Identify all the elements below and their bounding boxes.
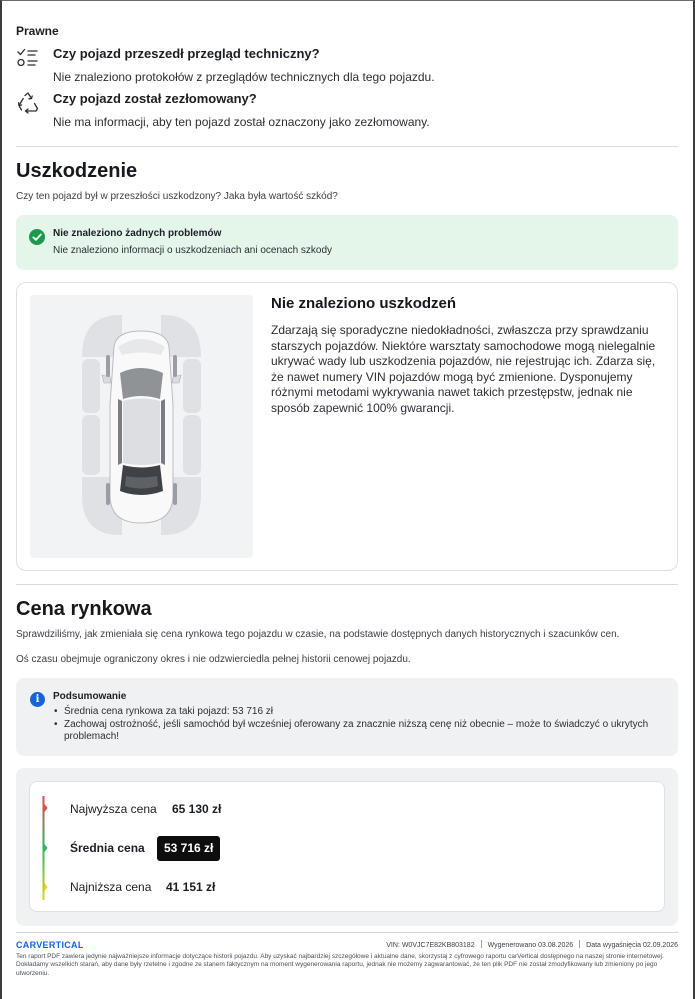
market-price-subtitle: Sprawdziliśmy, jak zmieniała się cena rynkowa tego pojazdu w czasie, na podstawie dostępnych danych historycznych i szacunków cen. (16, 629, 620, 640)
average-price-value: 53 716 zł (157, 836, 220, 861)
car-top-view-image (30, 295, 253, 558)
price-range-panel (16, 768, 678, 926)
inspection-question-title: Czy pojazd przeszedł przegląd techniczny? (53, 46, 320, 61)
damage-card-text: Zdarzają się sporadyczne niedokładności, zwłaszcza przy sprawdzaniu starszych pojazdów. Niektóre warsztaty samochodowe mogą nielegalnie ukrywać wady lub uszkodzenia pojazdów, nie rejestrując ich. Zdarza się, że nawet numery VIN pojazdów mogą być zmienione. Dysponujemy różnymi metodami wykrywania nawet takich przestępstw, jednak nie sposób zapewnić 100% gwarancji. (271, 323, 656, 415)
scrapped-question-answer: Nie ma informacji, aby ten pojazd został oznaczony jako zezłomowany. (53, 115, 430, 129)
highest-price-value: 65 130 zł (172, 802, 222, 816)
average-marker (45, 844, 48, 852)
footer-meta (386, 940, 678, 949)
lowest-price-label: Najniższa cena (70, 880, 152, 894)
damage-status-text: Nie znaleziono informacji o uszkodzeniach ani ocenach szkody (53, 245, 333, 256)
highest-marker (45, 804, 48, 812)
damage-card (16, 282, 678, 571)
summary-item: • Średnia cena rynkowa za taki pojazd: 53 716 zł (53, 706, 663, 719)
section-divider (16, 146, 678, 147)
summary-box (16, 678, 678, 756)
legal-section-label: Prawne (16, 24, 59, 38)
carvertical-logo (16, 940, 84, 950)
damage-card-title: Nie znaleziono uszkodzeń (271, 295, 457, 312)
logo-part: VERTICAL (36, 940, 84, 950)
market-price-heading: Cena rynkowa (16, 598, 152, 620)
logo-part: CAR (16, 940, 37, 950)
car-diagram (30, 295, 253, 558)
summary-list (53, 706, 663, 744)
average-price-row (70, 838, 390, 860)
damage-heading: Uszkodzenie (16, 160, 138, 182)
footer-disclaimer: Ten raport PDF zawiera jedynie najważniejsze informacje dotyczące historii pojazdu. Aby uzyskać najbardziej szczegółowe i aktualne dane, skorzystaj z cyfrowego raportu carVertical dostępnego na naszej stronie internetowej. Dokładamy wszelkich starań, aby dane były rzetelne i zgodne ze stanem faktycznym na moment wygenerowania raportu, jednak nie możemy zagwarantować, że ten plik PDF nie został zmodyfikowany lub zmieniony po jego utworzeniu. (16, 953, 664, 977)
info-icon: i (30, 692, 45, 707)
recycle-icon (16, 91, 42, 117)
footer-vin: VIN: W0VJC7E82KB803182 (386, 942, 475, 949)
damage-status-title: Nie znaleziono żadnych problemów (53, 228, 222, 239)
footer-divider (16, 932, 678, 933)
lowest-price-value: 41 151 zł (166, 880, 216, 894)
check-circle-icon (29, 229, 45, 245)
price-gauge (42, 796, 48, 900)
lowest-price-row (70, 877, 390, 899)
damage-subtitle: Czy ten pojazd był w przeszłości uszkodzony? Jaka była wartość szkód? (16, 191, 338, 202)
lowest-marker (45, 883, 48, 891)
section-divider (16, 584, 678, 585)
summary-item: • Zachowaj ostrożność, jeśli samochód był wcześniej oferowany za znacznie niższą cenę niż obecnie – może to świadczyć o ukrytych problemach! (53, 719, 663, 744)
footer-generated-date: Wygenerowano 03.08.2026 (487, 942, 574, 949)
damage-status-box (16, 215, 678, 270)
highest-price-label: Najwyższa cena (70, 802, 157, 816)
inspection-question-answer: Nie znaleziono protokołów z przeglądów technicznych dla tego pojazdu. (53, 70, 435, 84)
average-price-label: Średnia cena (70, 841, 145, 855)
checklist-icon (16, 46, 42, 72)
summary-title: Podsumowanie (53, 691, 127, 702)
scrapped-question-title: Czy pojazd został zezłomowany? (53, 91, 257, 106)
footer-expiry-date: Data wygaśnięcia 02.09.2026 (586, 942, 678, 949)
market-price-note: Oś czasu obejmuje ograniczony okres i nie odzwierciedla pełnej historii cenowej pojazdu. (16, 654, 411, 665)
highest-price-row (70, 799, 390, 821)
price-range-card (29, 781, 665, 912)
